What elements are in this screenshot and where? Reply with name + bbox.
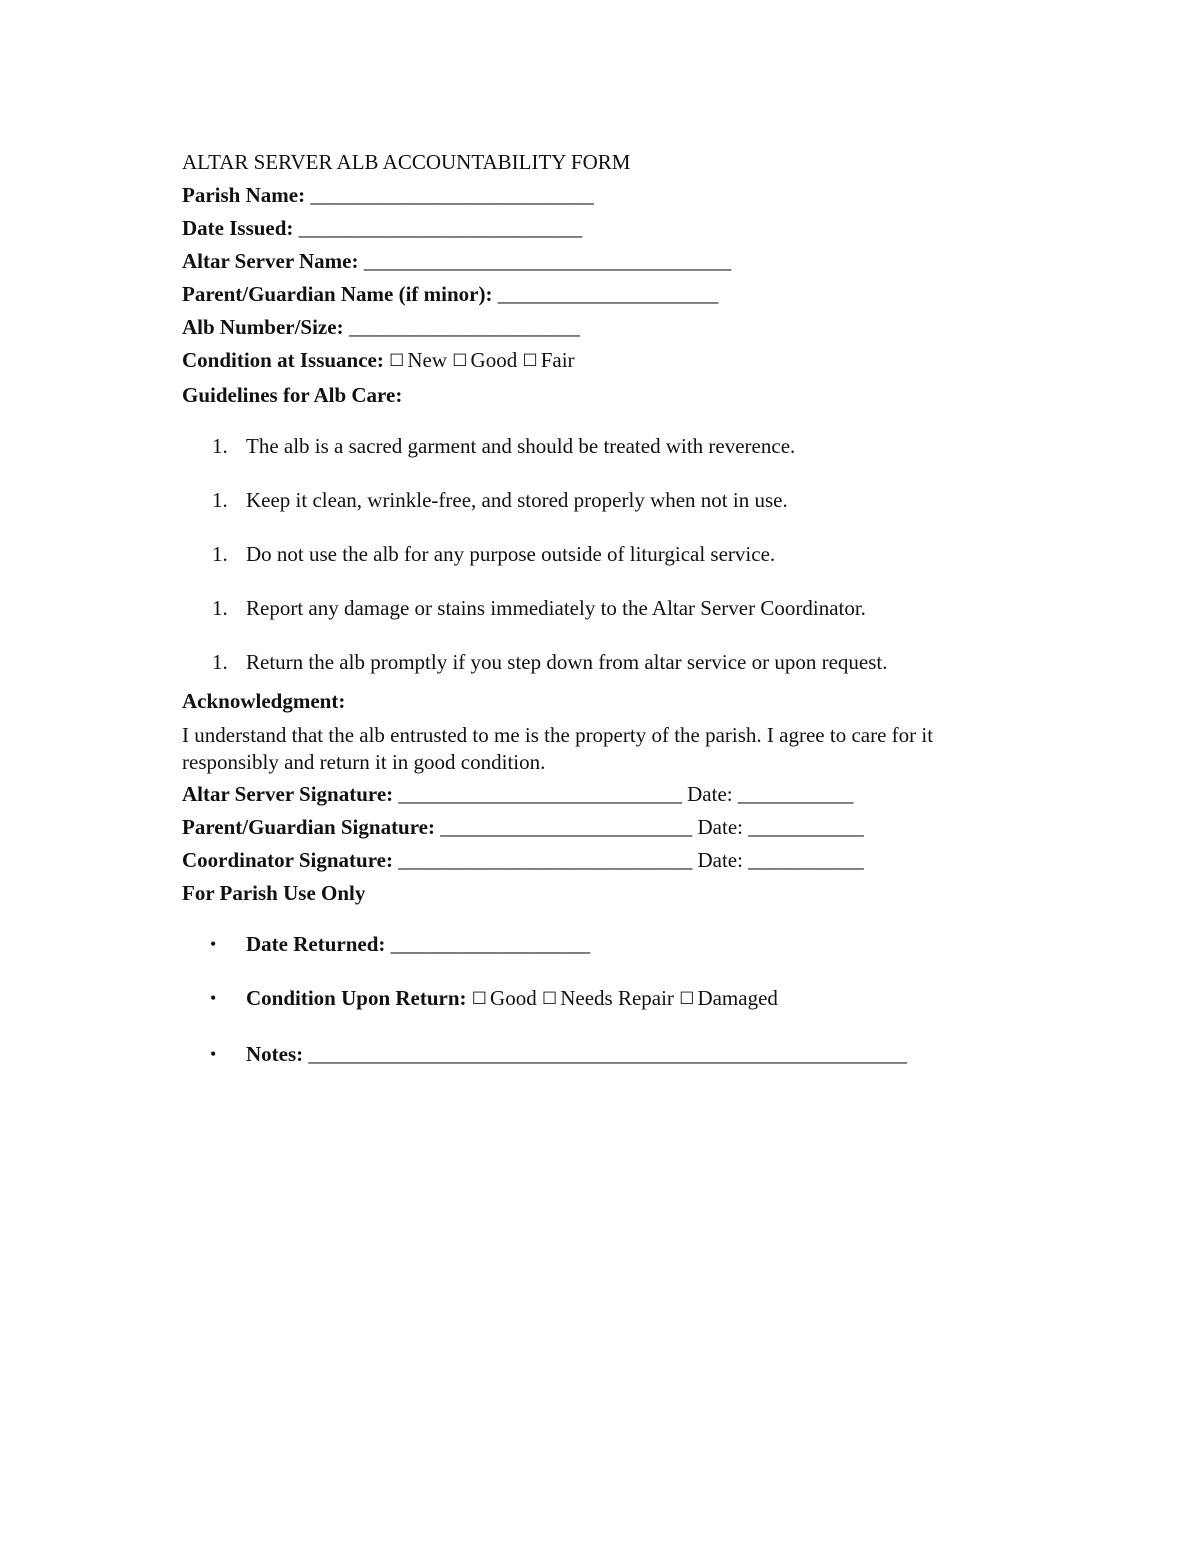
parish-name-field [182,179,1042,212]
list-number: 1. [212,488,228,512]
signature-label: Parent/Guardian Signature: [182,815,435,839]
field-label: Date Issued: [182,216,294,240]
bullet: • [210,988,217,1008]
list-item [182,982,1042,1017]
list-item [182,1038,1042,1071]
list-number: 1. [212,542,228,566]
list-item [182,484,1042,517]
parish-use-heading: For Parish Use Only [182,881,366,905]
field-blank: ___________________________ [298,216,583,240]
field-blank: ___________________________________ [363,249,732,273]
condition-at-issuance [182,344,1042,379]
field-blank: ___________________________ [310,183,594,207]
parish-use-list [182,928,1042,1071]
list-item [182,928,1042,961]
acknowledgment-heading: Acknowledgment: [182,689,346,713]
field-label: Altar Server Name: [182,249,359,273]
date-returned-blank: ___________________ [390,932,591,956]
list-number: 1. [212,596,228,620]
list-item [182,430,1042,463]
field-label: Parish Name: [182,183,306,207]
date-returned-label: Date Returned: [246,932,386,956]
option-needs-repair: Needs Repair [560,986,674,1010]
field-blank: ______________________ [348,315,580,339]
list-number: 1. [212,434,228,458]
list-item [182,646,1042,679]
checkbox-new[interactable]: ☐ [389,351,405,371]
alb-number-size-field [182,311,1042,344]
guidelines-list [182,430,1042,679]
date-blank: ___________ [737,782,854,806]
parent-guardian-name-field [182,278,1042,311]
option-good: Good [470,348,518,372]
condition-return-label: Condition Upon Return: [246,986,467,1010]
signature-blank: ___________________________ [398,782,682,806]
list-text: Return the alb promptly if you step down from altar service or upon request. [246,650,888,674]
form-title: ALTAR SERVER ALB ACCOUNTABILITY FORM [182,150,631,174]
field-label: Alb Number/Size: [182,315,344,339]
altar-server-signature [182,778,1042,811]
checkbox-return-good[interactable]: ☐ [471,989,488,1009]
list-text: The alb is a sacred garment and should be treated with reverence. [246,434,796,458]
signature-label: Coordinator Signature: [182,848,393,872]
signature-blank: ________________________ [440,815,693,839]
acknowledgment-text: I understand that the alb entrusted to me is the property of the parish. I agree to care for it responsibly and return it in good condition. [182,723,934,774]
guidelines-heading: Guidelines for Alb Care: [182,383,403,407]
checkbox-fair[interactable]: ☐ [522,351,538,371]
list-number: 1. [212,650,228,674]
date-label: Date: [687,782,733,806]
option-new: New [407,348,448,372]
bullet: • [210,934,217,954]
bullet: • [210,1044,217,1064]
list-text: Do not use the alb for any purpose outside of liturgical service. [246,542,776,566]
option-return-good: Good [490,986,537,1010]
checkbox-good[interactable]: ☐ [452,351,468,371]
field-label: Parent/Guardian Name (if minor): [182,282,493,306]
date-label: Date: [697,848,743,872]
date-label: Date: [697,815,743,839]
checkbox-needs-repair[interactable]: ☐ [541,989,558,1009]
condition-label: Condition at Issuance: [182,348,384,372]
date-blank: ___________ [748,848,864,872]
date-issued-field [182,212,1042,245]
option-fair: Fair [540,348,575,372]
form-page [182,146,1042,1077]
checkbox-damaged[interactable]: ☐ [679,989,695,1009]
list-text: Report any damage or stains immediately to the Altar Server Coordinator. [246,596,866,620]
date-blank: ___________ [748,815,864,839]
list-item [182,592,1042,625]
list-item [182,538,1042,571]
list-text: Keep it clean, wrinkle-free, and stored properly when not in use. [246,488,788,512]
option-damaged: Damaged [697,986,778,1010]
notes-label: Notes: [246,1042,304,1066]
parent-guardian-signature [182,811,1042,844]
field-blank: _____________________ [497,282,719,306]
notes-blank: _________________________________________________________ [308,1042,907,1066]
coordinator-signature [182,844,1042,877]
signature-blank: ____________________________ [398,848,693,872]
altar-server-name-field [182,245,1042,278]
signature-label: Altar Server Signature: [182,782,394,806]
